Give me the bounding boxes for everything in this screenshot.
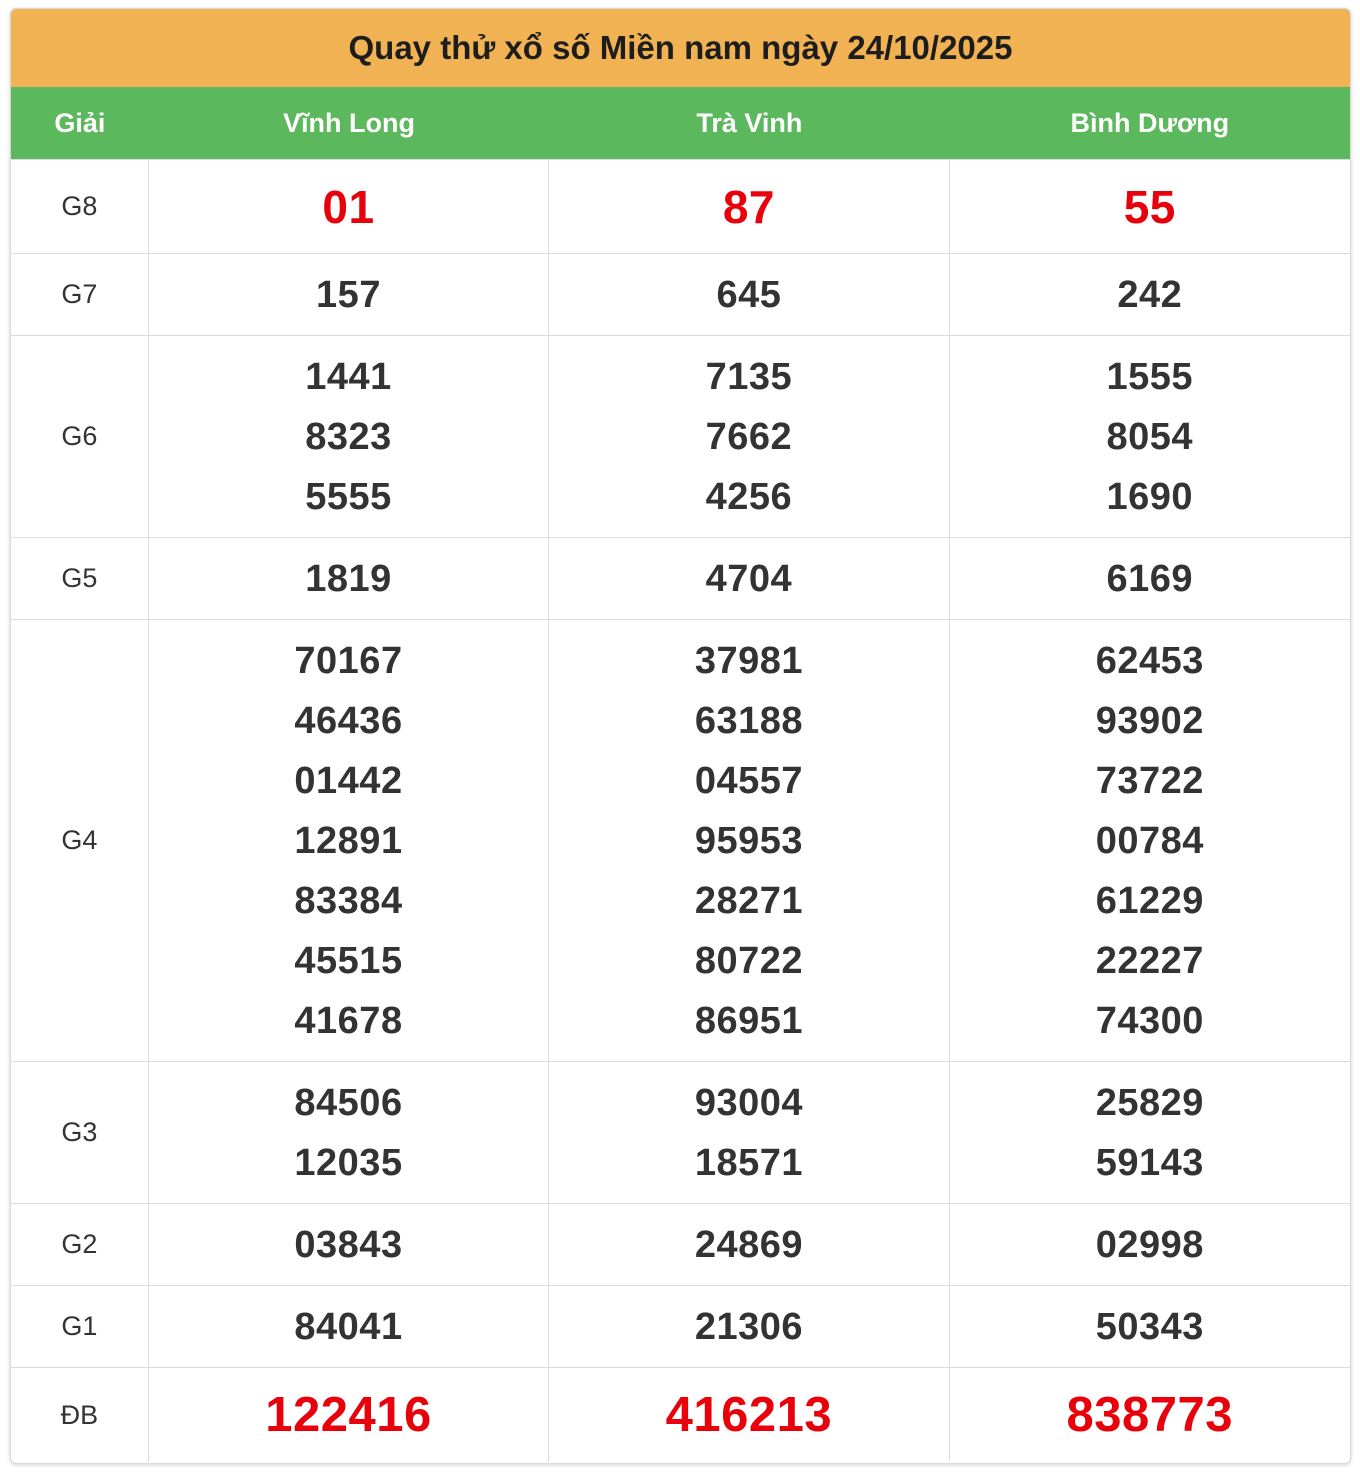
prize-cell xyxy=(149,1062,549,1203)
prize-label: G2 xyxy=(11,1204,149,1285)
prize-cell xyxy=(950,620,1350,1061)
prize-row xyxy=(11,159,1350,253)
prize-cell xyxy=(549,1368,949,1462)
prize-cell xyxy=(149,160,549,253)
header-province-1: Vĩnh Long xyxy=(283,107,415,138)
prize-cell xyxy=(149,1204,549,1285)
prize-number: 28271 xyxy=(694,879,803,922)
prize-label: G5 xyxy=(11,538,149,619)
prize-number: 1441 xyxy=(305,355,392,398)
prize-number: 416213 xyxy=(665,1388,833,1442)
prize-number: 93902 xyxy=(1095,699,1204,742)
prize-number: 62453 xyxy=(1095,639,1204,682)
prize-number: 03843 xyxy=(294,1223,403,1266)
prize-number: 87 xyxy=(722,180,775,233)
prize-number: 04557 xyxy=(694,759,803,802)
prize-row xyxy=(11,619,1350,1061)
header-prize: Giải xyxy=(54,107,106,138)
prize-number: 59143 xyxy=(1095,1141,1204,1184)
prize-number: 7662 xyxy=(705,415,793,458)
prize-cell xyxy=(549,1204,949,1285)
prize-cell xyxy=(149,336,549,537)
prize-cell xyxy=(149,254,549,335)
prize-number: 18571 xyxy=(694,1141,803,1184)
prize-label: ĐB xyxy=(11,1368,149,1462)
prize-number: 7135 xyxy=(705,355,793,398)
prize-cell xyxy=(950,538,1350,619)
prize-number: 4256 xyxy=(705,475,793,518)
prize-number: 63188 xyxy=(694,699,803,742)
prize-number: 93004 xyxy=(694,1081,803,1124)
prize-number: 12891 xyxy=(294,819,403,862)
prize-cell xyxy=(950,1368,1350,1462)
prize-number: 24869 xyxy=(694,1223,803,1266)
prize-cell xyxy=(950,254,1350,335)
prize-number: 838773 xyxy=(1066,1388,1234,1442)
header-province-3: Bình Dương xyxy=(1070,107,1230,138)
prize-number: 645 xyxy=(716,273,782,316)
prize-cell xyxy=(149,1286,549,1367)
prize-row xyxy=(11,1203,1350,1285)
prize-cell xyxy=(950,160,1350,253)
prize-number: 01442 xyxy=(294,759,403,802)
prize-label: G1 xyxy=(11,1286,149,1367)
prize-number: 6169 xyxy=(1106,557,1194,600)
prize-cell xyxy=(549,620,949,1061)
prize-number: 46436 xyxy=(294,699,403,742)
prize-number: 95953 xyxy=(694,819,803,862)
prize-number: 86951 xyxy=(694,999,803,1042)
prize-number: 1819 xyxy=(305,557,392,600)
lottery-results-table xyxy=(10,8,1351,1464)
prize-cell xyxy=(950,1286,1350,1367)
prize-cell xyxy=(549,336,949,537)
prize-number: 50343 xyxy=(1095,1305,1204,1348)
prize-number: 80722 xyxy=(694,939,803,982)
table-body xyxy=(11,159,1350,1462)
prize-cell xyxy=(549,1062,949,1203)
prize-number: 73722 xyxy=(1095,759,1204,802)
prize-number: 4704 xyxy=(705,557,793,600)
prize-row xyxy=(11,1285,1350,1367)
prize-cell xyxy=(549,1286,949,1367)
prize-label: G8 xyxy=(11,160,149,253)
prize-number: 74300 xyxy=(1095,999,1204,1042)
prize-number: 122416 xyxy=(265,1388,432,1442)
prize-cell xyxy=(950,1062,1350,1203)
prize-number: 5555 xyxy=(305,475,392,518)
prize-number: 55 xyxy=(1123,180,1176,233)
prize-cell xyxy=(149,620,549,1061)
prize-number: 83384 xyxy=(294,879,403,922)
prize-number: 21306 xyxy=(694,1305,803,1348)
prize-number: 61229 xyxy=(1095,879,1204,922)
prize-label: G3 xyxy=(11,1062,149,1203)
prize-label: G7 xyxy=(11,254,149,335)
prize-row xyxy=(11,537,1350,619)
prize-cell xyxy=(549,254,949,335)
prize-row xyxy=(11,1367,1350,1462)
prize-number: 84041 xyxy=(294,1305,403,1348)
prize-number: 70167 xyxy=(294,639,403,682)
prize-cell xyxy=(549,160,949,253)
prize-number: 00784 xyxy=(1095,819,1204,862)
prize-cell xyxy=(149,1368,549,1462)
prize-number: 157 xyxy=(316,273,381,316)
prize-number: 02998 xyxy=(1095,1223,1204,1266)
prize-row xyxy=(11,1061,1350,1203)
prize-number: 22227 xyxy=(1095,939,1204,982)
prize-number: 01 xyxy=(322,180,375,233)
prize-cell xyxy=(549,538,949,619)
prize-cell xyxy=(950,336,1350,537)
page-title: Quay thử xổ số Miền nam ngày 24/10/2025 xyxy=(11,9,1350,87)
prize-label: G6 xyxy=(11,336,149,537)
prize-number: 242 xyxy=(1117,273,1183,316)
prize-number: 12035 xyxy=(294,1141,403,1184)
prize-number: 25829 xyxy=(1095,1081,1204,1124)
prize-number: 84506 xyxy=(294,1081,403,1124)
table-header-row xyxy=(11,87,1350,159)
prize-number: 1690 xyxy=(1106,475,1194,518)
prize-cell xyxy=(149,538,549,619)
prize-number: 8054 xyxy=(1106,415,1194,458)
prize-number: 8323 xyxy=(305,415,392,458)
prize-cell xyxy=(950,1204,1350,1285)
prize-row xyxy=(11,335,1350,537)
header-province-2: Trà Vinh xyxy=(696,107,803,138)
prize-number: 41678 xyxy=(294,999,403,1042)
prize-number: 45515 xyxy=(294,939,403,982)
prize-row xyxy=(11,253,1350,335)
prize-number: 1555 xyxy=(1106,355,1194,398)
prize-label: G4 xyxy=(11,620,149,1061)
prize-number: 37981 xyxy=(694,639,803,682)
